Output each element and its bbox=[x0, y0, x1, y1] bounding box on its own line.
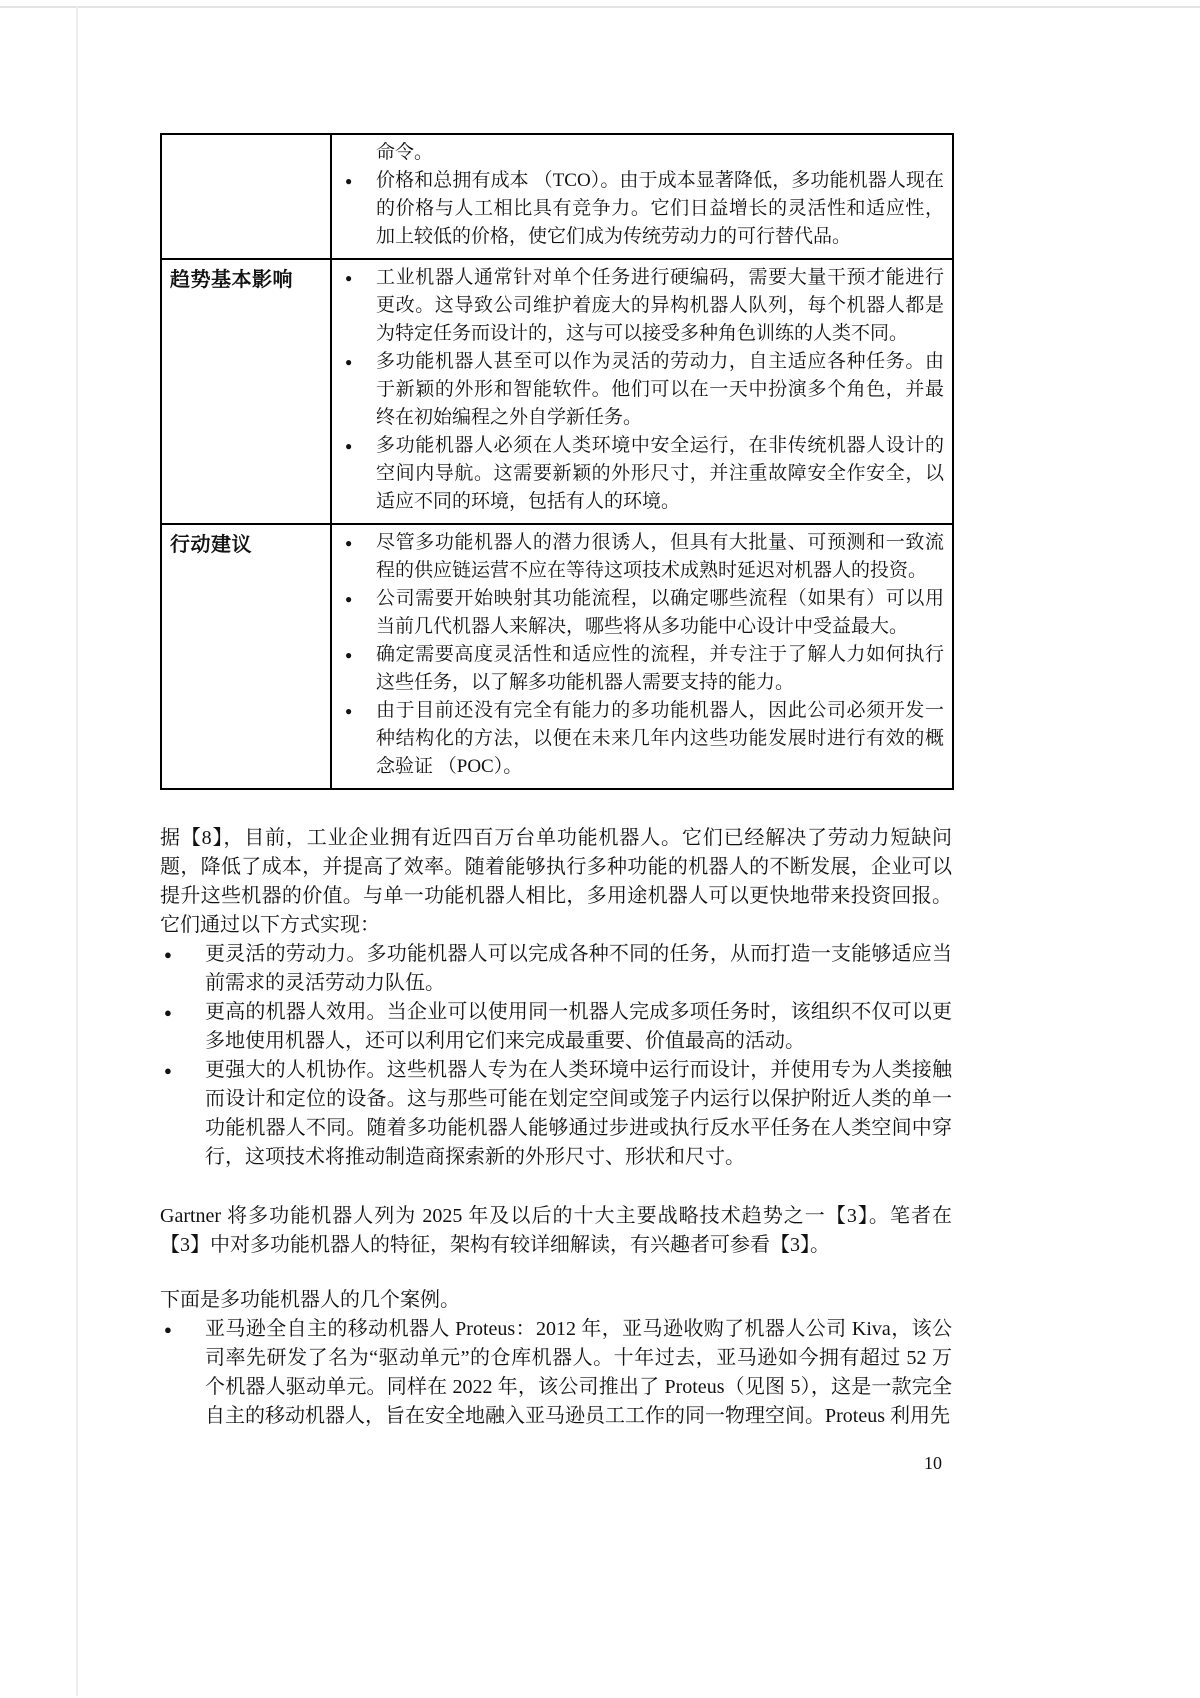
table-bullet-item bbox=[340, 641, 944, 697]
table-bullet-item bbox=[340, 529, 944, 585]
table-bullet-text: 多功能机器人甚至可以作为灵活的劳动力，自主适应各种任务。由于新颖的外形和智能软件。他们可以在一天中扮演多个角色，并最终在初始编程之外自学新任务。 bbox=[376, 351, 944, 428]
table-bullet-text: 工业机器人通常针对单个任务进行硬编码，需要大量干预才能进行更改。这导致公司维护着庞大的异构机器人队列，每个机器人都是为特定任务而设计的，这与可以接受多种角色训练的人类不同。 bbox=[376, 267, 944, 344]
table-bullet-text: 多功能机器人必须在人类环境中安全运行，在非传统机器人设计的空间内导航。这需要新颖的外形尺寸，并注重故障安全作安全，以适应不同的环境，包括有人的环境。 bbox=[376, 435, 944, 512]
list-item bbox=[160, 940, 952, 998]
row-body-cell bbox=[331, 524, 953, 789]
bullet-icon: ● bbox=[345, 536, 353, 550]
page-content bbox=[160, 133, 952, 1478]
table-bullet-item bbox=[340, 697, 944, 781]
case-list bbox=[160, 1315, 952, 1431]
list-item-text: 更灵活的劳动力。多功能机器人可以完成各种不同的任务，从而打造一支能够适应当前需求的灵活劳动力队伍。 bbox=[205, 943, 952, 994]
scan-edge-top bbox=[0, 6, 1200, 8]
bullet-icon: ● bbox=[164, 947, 172, 962]
table-bullet-item bbox=[340, 432, 944, 516]
list-item-text: 更强大的人机协作。这些机器人专为在人类环境中运行而设计，并使用专为人类接触而设计和定位的设备。这与那些可能在划定空间或笼子内运行以保护附近人类的单一功能机器人不同。随着多功能机器人能够通过步进或执行反水平任务在人类空间中穿行，这项技术将推动制造商探索新的外形尺寸、形状和尺寸。 bbox=[205, 1059, 952, 1168]
table-bullet-item bbox=[340, 264, 944, 348]
paragraph-cases-intro: 下面是多功能机器人的几个案例。 bbox=[160, 1289, 460, 1311]
table-row bbox=[161, 524, 953, 789]
list-item bbox=[160, 1056, 952, 1172]
row-header-cell bbox=[161, 524, 331, 789]
row-body-cell bbox=[331, 259, 953, 524]
list-item bbox=[160, 1315, 952, 1431]
list-item-text: 更高的机器人效用。当企业可以使用同一机器人完成多项任务时，该组织不仅可以更多地使用机器人，还可以利用它们来完成最重要、价值最高的活动。 bbox=[205, 1001, 952, 1052]
benefit-list bbox=[160, 940, 952, 1172]
table-bullet-text: 公司需要开始映射其功能流程，以确定哪些流程（如果有）可以用当前几代机器人来解决，哪些将从多功能中心设计中受益最大。 bbox=[376, 588, 944, 637]
row-header-cell bbox=[161, 259, 331, 524]
table-bullet-text: 价格和总拥有成本 （TCO）。由于成本显著降低，多功能机器人现在的价格与人工相比具有竞争力。它们日益增长的灵活性和适应性，加上较低的价格，使它们成为传统劳动力的可行替代品。 bbox=[376, 170, 944, 247]
bullet-icon: ● bbox=[164, 1063, 172, 1078]
bullet-icon: ● bbox=[345, 355, 353, 369]
row-header-cell bbox=[161, 134, 331, 259]
scan-edge-left bbox=[76, 6, 78, 1696]
list-item-text: 亚马逊全自主的移动机器人 Proteus：2012 年，亚马逊收购了机器人公司 Kiva，该公司率先研发了名为“驱动单元”的仓库机器人。十年过去，亚马逊如今拥有超过 52 万个机器人驱动单元。同样在 2022 年，该公司推出了 Proteus（见图 5），这是一款完全自主的移动机器人，旨在安全地融入亚马逊员工工作的同一物理空间。Proteus 利用先 bbox=[205, 1318, 952, 1427]
table-row bbox=[161, 259, 953, 524]
paragraph-robots-intro: 据【8】，目前，工业企业拥有近四百万台单功能机器人。它们已经解决了劳动力短缺问题，降低了成本，并提高了效率。随着能够执行多种功能的机器人的不断发展，企业可以提升这些机器的价值。与单一功能机器人相比，多用途机器人可以更快地带来投资回报。它们通过以下方式实现： bbox=[160, 827, 952, 936]
paragraph-gartner: Gartner 将多功能机器人列为 2025 年及以后的十大主要战略技术趋势之一【3】。笔者在【3】中对多功能机器人的特征，架构有较详细解读，有兴趣者可参看【3】。 bbox=[160, 1205, 952, 1256]
list-item bbox=[160, 998, 952, 1056]
table-bullet-text: 尽管多功能机器人的潜力很诱人，但具有大批量、可预测和一致流程的供应链运营不应在等待这项技术成熟时延迟对机器人的投资。 bbox=[376, 532, 944, 581]
bullet-icon: ● bbox=[345, 704, 353, 718]
bullet-icon: ● bbox=[345, 271, 353, 285]
content-table bbox=[160, 133, 954, 790]
row-header-label: 行动建议 bbox=[170, 534, 252, 556]
bullet-icon: ● bbox=[345, 592, 353, 606]
row-body-cell bbox=[331, 134, 953, 259]
table-bullet-text: 由于目前还没有完全有能力的多功能机器人，因此公司必须开发一种结构化的方法，以便在未来几年内这些功能发展时进行有效的概念验证 （POC）。 bbox=[376, 700, 944, 777]
row-header-label: 趋势基本影响 bbox=[170, 269, 293, 291]
table-text-line: 命令。 bbox=[376, 142, 434, 163]
bullet-icon: ● bbox=[345, 439, 353, 453]
bullet-icon: ● bbox=[164, 1005, 172, 1020]
bullet-icon: ● bbox=[345, 648, 353, 662]
page-number: 10 bbox=[924, 1453, 942, 1473]
bullet-icon: ● bbox=[345, 174, 353, 188]
table-row bbox=[161, 134, 953, 259]
table-bullet-item bbox=[340, 348, 944, 432]
table-bullet-item bbox=[340, 585, 944, 641]
table-bullet-item bbox=[340, 167, 944, 251]
table-bullet-text: 确定需要高度灵活性和适应性的流程，并专注于了解人力如何执行这些任务，以了解多功能机器人需要支持的能力。 bbox=[376, 644, 944, 693]
bullet-icon: ● bbox=[164, 1322, 172, 1337]
